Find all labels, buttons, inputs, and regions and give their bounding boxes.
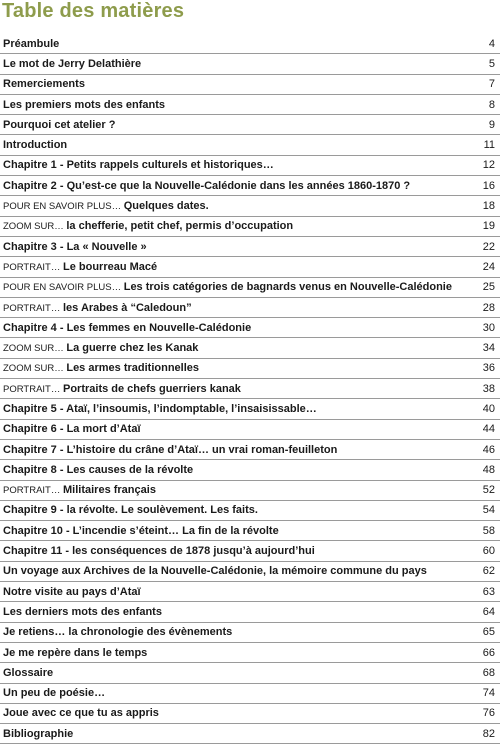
- toc-entry-text: La guerre chez les Kanak: [66, 342, 199, 355]
- toc-entry[interactable]: [0, 257, 500, 277]
- toc-entry-text: Un voyage aux Archives de la Nouvelle-Calédonie, la mémoire commune du pays: [3, 565, 427, 578]
- toc-entry[interactable]: [0, 684, 500, 704]
- toc-entry-prefix: ZOOM SUR…: [3, 363, 67, 375]
- toc-entry-text: Chapitre 4 - Les femmes en Nouvelle-Calédonie: [3, 321, 252, 334]
- toc-entry-label: [3, 667, 477, 679]
- toc-entry-label: [3, 58, 483, 70]
- toc-entry-label: [3, 565, 477, 577]
- toc-entry-label: [3, 322, 477, 334]
- toc-entry-page: 5: [488, 57, 495, 70]
- toc-list: [0, 34, 500, 744]
- toc-entry-label: [3, 342, 477, 354]
- toc-entry-prefix: ZOOM SUR…: [3, 343, 67, 355]
- toc-entry-text: Joue avec ce que tu as appris: [3, 707, 159, 720]
- toc-entry-label: [3, 220, 477, 232]
- toc-entry[interactable]: [0, 318, 500, 338]
- toc-entry-label: [3, 545, 477, 557]
- toc-entry-page: 74: [482, 687, 495, 700]
- toc-entry[interactable]: [0, 501, 500, 521]
- toc-entry-label: [3, 444, 477, 456]
- toc-entry-page: 34: [482, 342, 495, 355]
- toc-entry-page: 7: [488, 78, 495, 91]
- toc-entry-page: 18: [482, 200, 495, 213]
- toc-entry-page: 8: [488, 98, 495, 111]
- toc-entry-text: Les derniers mots des enfants: [3, 605, 162, 618]
- toc-entry[interactable]: [0, 156, 500, 176]
- toc-entry-text: Je retiens… la chronologie des évènements: [3, 626, 233, 639]
- toc-entry-label: [3, 586, 477, 598]
- toc-entry-label: [3, 302, 477, 314]
- toc-entry-label: [3, 383, 477, 395]
- toc-entry-page: 11: [483, 139, 495, 152]
- toc-entry[interactable]: [0, 562, 500, 582]
- toc-entry-label: [3, 180, 477, 192]
- toc-entry-label: [3, 504, 477, 516]
- toc-entry-page: 60: [482, 545, 495, 558]
- toc-entry-prefix: PORTRAIT…: [3, 485, 63, 497]
- toc-entry[interactable]: [0, 359, 500, 379]
- toc-entry-label: [3, 728, 477, 740]
- toc-entry-page: 44: [482, 423, 495, 436]
- toc-entry[interactable]: [0, 278, 500, 298]
- toc-entry[interactable]: [0, 54, 500, 74]
- toc-entry-text: Un peu de poésie…: [3, 687, 106, 700]
- toc-entry-label: [3, 200, 477, 212]
- toc-entry-prefix: PORTRAIT…: [3, 383, 63, 395]
- toc-entry-text: Chapitre 10 - L’incendie s’éteint… La fin de la révolte: [3, 524, 279, 537]
- toc-entry-page: 19: [482, 220, 495, 233]
- toc-entry-page: 40: [482, 402, 495, 415]
- toc-entry-label: [3, 139, 478, 151]
- toc-entry[interactable]: [0, 623, 500, 643]
- toc-entry-label: [3, 626, 477, 638]
- toc-entry-prefix: ZOOM SUR…: [3, 221, 67, 233]
- toc-entry-label: [3, 362, 477, 374]
- toc-entry-page: 24: [482, 260, 495, 273]
- toc-entry-label: [3, 241, 477, 253]
- toc-entry[interactable]: [0, 440, 500, 460]
- toc-entry-text: Le mot de Jerry Delathière: [3, 57, 142, 70]
- toc-entry-text: Préambule: [3, 37, 60, 50]
- toc-entry-text: Chapitre 9 - la révolte. Le soulèvement. Les faits.: [3, 504, 258, 517]
- toc-entry[interactable]: [0, 602, 500, 622]
- toc-entry-text: les Arabes à “Caledoun”: [63, 301, 192, 314]
- toc-entry-text: Chapitre 8 - Les causes de la révolte: [3, 463, 194, 476]
- toc-entry-text: Chapitre 3 - La « Nouvelle »: [3, 240, 147, 253]
- toc-entry[interactable]: [0, 582, 500, 602]
- toc-entry-page: 58: [482, 524, 495, 537]
- toc-entry-page: 46: [482, 443, 495, 456]
- toc-entry-page: 25: [482, 281, 495, 294]
- toc-entry-text: Portraits de chefs guerriers kanak: [63, 382, 241, 395]
- toc-entry[interactable]: [0, 379, 500, 399]
- toc-entry-label: [3, 403, 477, 415]
- toc-entry-label: [3, 484, 477, 496]
- toc-entry-page: 64: [482, 605, 495, 618]
- toc-entry-text: Glossaire: [3, 666, 54, 679]
- toc-entry-page: 30: [482, 321, 495, 334]
- toc-entry-page: 12: [482, 159, 495, 172]
- toc-entry[interactable]: [0, 541, 500, 561]
- toc-entry[interactable]: [0, 75, 500, 95]
- toc-entry-page: 62: [482, 565, 495, 578]
- toc-entry[interactable]: [0, 399, 500, 419]
- toc-entry-page: 9: [488, 118, 495, 131]
- toc-entry-text: Chapitre 7 - L’histoire du crâne d’Ataï… un vrai roman-feuilleton: [3, 443, 338, 456]
- toc-entry-text: Les trois catégories de bagnards venus en Nouvelle-Calédonie: [123, 281, 452, 294]
- toc-entry-text: Chapitre 5 - Ataï, l’insoumis, l’indomptable, l’insaisissable…: [3, 402, 317, 415]
- toc-entry-page: 38: [482, 382, 495, 395]
- toc-entry-label: [3, 119, 483, 131]
- toc-entry-label: [3, 606, 477, 618]
- toc-entry-prefix: PORTRAIT…: [3, 302, 63, 314]
- toc-entry-page: 36: [482, 362, 495, 375]
- toc-entry-page: 82: [482, 727, 495, 740]
- toc-entry-label: [3, 707, 477, 719]
- toc-entry[interactable]: [0, 115, 500, 135]
- toc-entry[interactable]: [0, 338, 500, 358]
- toc-entry-page: 16: [482, 179, 495, 192]
- toc-entry[interactable]: [0, 95, 500, 115]
- toc-entry-page: 52: [482, 484, 495, 497]
- toc-entry-text: la chefferie, petit chef, permis d’occupation: [66, 220, 294, 233]
- toc-entry-label: [3, 687, 477, 699]
- toc-entry-prefix: POUR EN SAVOIR PLUS…: [3, 201, 124, 213]
- toc-entry-prefix: PORTRAIT…: [3, 261, 63, 273]
- toc-entry[interactable]: [0, 34, 500, 54]
- toc-entry-label: [3, 78, 483, 90]
- toc-entry-page: 76: [482, 707, 495, 720]
- toc-entry-label: [3, 261, 477, 273]
- toc-entry-page: 63: [482, 585, 495, 598]
- toc-entry[interactable]: [0, 420, 500, 440]
- toc-entry-text: Chapitre 1 - Petits rappels culturels et historiques…: [3, 159, 274, 172]
- toc-entry-text: Le bourreau Macé: [63, 260, 158, 273]
- toc-entry-text: Chapitre 2 - Qu’est-ce que la Nouvelle-Calédonie dans les années 1860-1870 ?: [3, 179, 411, 192]
- toc-entry-text: Militaires français: [63, 484, 156, 497]
- toc-entry-text: Je me repère dans le temps: [3, 646, 148, 659]
- toc-entry-label: [3, 99, 483, 111]
- toc-entry[interactable]: [0, 663, 500, 683]
- toc-entry-label: [3, 159, 477, 171]
- toc-entry-text: Quelques dates.: [123, 200, 209, 213]
- toc-entry-page: 28: [482, 301, 495, 314]
- toc-entry-page: 48: [482, 463, 495, 476]
- toc-entry-page: 54: [482, 504, 495, 517]
- toc-entry-text: Notre visite au pays d’Ataï: [3, 585, 141, 598]
- toc-entry-text: Chapitre 11 - les conséquences de 1878 jusqu’à aujourd’hui: [3, 545, 315, 558]
- toc-entry[interactable]: [0, 460, 500, 480]
- toc-entry-page: 65: [482, 626, 495, 639]
- toc-entry-label: [3, 647, 477, 659]
- toc-entry[interactable]: [0, 196, 500, 216]
- toc-entry-label: [3, 38, 483, 50]
- toc-entry[interactable]: [0, 298, 500, 318]
- toc-entry[interactable]: [0, 521, 500, 541]
- toc-entry-text: Chapitre 6 - La mort d’Ataï: [3, 423, 141, 436]
- toc-entry[interactable]: [0, 217, 500, 237]
- toc-entry[interactable]: [0, 704, 500, 724]
- toc-entry[interactable]: [0, 481, 500, 501]
- toc-entry-label: [3, 281, 477, 293]
- toc-entry-text: Bibliographie: [3, 727, 74, 740]
- toc-entry[interactable]: [0, 643, 500, 663]
- toc-entry-label: [3, 464, 477, 476]
- toc-entry-text: Introduction: [3, 139, 68, 152]
- toc-entry[interactable]: [0, 724, 500, 744]
- toc-entry[interactable]: [0, 237, 500, 257]
- toc-entry-prefix: POUR EN SAVOIR PLUS…: [3, 282, 124, 294]
- toc-entry[interactable]: [0, 176, 500, 196]
- toc-entry-label: [3, 423, 477, 435]
- toc-entry-page: 66: [482, 646, 495, 659]
- toc-entry-page: 22: [482, 240, 495, 253]
- toc-entry-text: Les premiers mots des enfants: [3, 98, 166, 111]
- toc-entry-page: 4: [488, 37, 495, 50]
- toc-entry-page: 68: [482, 666, 495, 679]
- toc-entry-text: Pourquoi cet atelier ?: [3, 118, 116, 131]
- toc-entry-text: Remerciements: [3, 78, 85, 91]
- toc-entry-text: Les armes traditionnelles: [66, 362, 200, 375]
- page-title: Table des matières: [2, 0, 185, 22]
- toc-entry-label: [3, 525, 477, 537]
- toc-entry[interactable]: [0, 135, 500, 155]
